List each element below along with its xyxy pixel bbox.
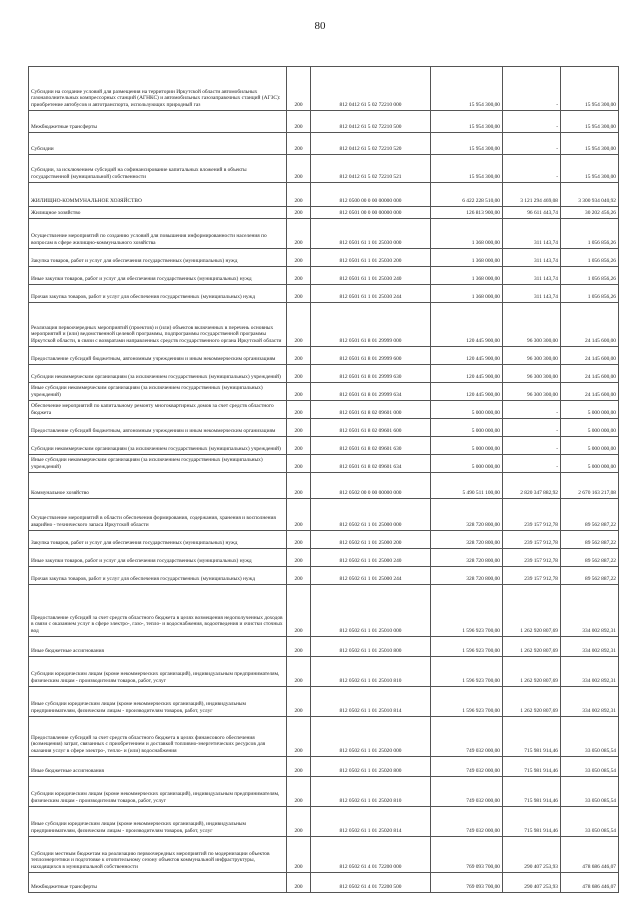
row-classification-code-cell: 812 0502 61 1 01 25010 800 [311,637,431,657]
row-name-cell: Предоставление субсидий за счет средств областного бюджета в целях финансового обеспечения (возмещения) затрат, связанных с приобретением и доставкой топливно-энергетических ресурсов для оказания услуг в сфере электро-, тепло- и (или) водоснабжения [29,717,287,757]
row-executed-amount-cell: 311 143,74 [503,219,561,249]
row-executed-amount-cell: - [503,133,561,155]
row-unexecuted-amount-cell: 15 954 300,00 [561,111,619,133]
row-executed-amount-cell: 1 262 920 807,69 [503,585,561,637]
row-classification-code-cell: 812 0501 61 8 02 09601 630 [311,437,431,455]
row-classification-code-cell: 812 0502 61 1 01 25020 800 [311,757,431,777]
row-classification-code-cell: 812 0501 61 8 01 29999 634 [311,383,431,401]
row-unexecuted-amount-cell: 1 056 856,26 [561,267,619,285]
row-approved-amount-cell: 126 813 900,00 [431,207,503,219]
row-unexecuted-amount-cell: 33 050 085,54 [561,777,619,807]
table-row [29,549,619,567]
page-number: 80 [314,20,326,32]
row-executed-amount-cell: 715 981 914,46 [503,807,561,837]
table-row [29,473,619,499]
row-executed-amount-cell: 311 143,74 [503,249,561,267]
row-name-cell: Иные субсидии некоммерческим организациям (за исключением государственных (муниципальных) учреждений) [29,455,287,473]
row-code-cell: 200 [287,303,311,347]
row-executed-amount-cell: - [503,437,561,455]
row-name-cell: Закупка товаров, работ и услуг для обеспечения государственных (муниципальных) нужд [29,249,287,267]
row-executed-amount-cell: - [503,67,561,111]
row-name-cell: Иные закупки товаров, работ и услуг для обеспечения государственных (муниципальных) нужд [29,267,287,285]
row-classification-code-cell: 812 0501 61 1 01 25030 200 [311,249,431,267]
row-code-cell: 200 [287,531,311,549]
row-executed-amount-cell: 239 157 912,78 [503,567,561,585]
row-name-cell: Субсидии на создание условий для размещения на территории Иркутской области автомобильных газонаполнительных компрессорных станций (АГНКС) и автомобильных газозаправочных станций (АГЗС): приобретение автобусов и автотранспорта, использующих природный газ [29,67,287,111]
row-executed-amount-cell: 239 157 912,78 [503,499,561,531]
table-row [29,219,619,249]
row-unexecuted-amount-cell: 2 670 163 217,08 [561,473,619,499]
row-approved-amount-cell: 120 445 900,00 [431,347,503,365]
table-row [29,303,619,347]
row-executed-amount-cell: 3 121 294 469,08 [503,183,561,207]
row-name-cell: Предоставление субсидий бюджетным, автономным учреждениям и иным некоммерческим организациям [29,347,287,365]
row-classification-code-cell: 812 0502 61 1 01 25000 200 [311,531,431,549]
row-name-cell: Иные бюджетные ассигнования [29,757,287,777]
row-code-cell: 200 [287,657,311,687]
row-classification-code-cell: 812 0412 61 5 02 72210 520 [311,133,431,155]
row-approved-amount-cell: 120 445 900,00 [431,365,503,383]
row-unexecuted-amount-cell: 1 056 856,26 [561,219,619,249]
row-approved-amount-cell: 1 368 000,00 [431,267,503,285]
row-code-cell: 200 [287,567,311,585]
row-unexecuted-amount-cell: 89 562 887,22 [561,531,619,549]
row-code-cell: 200 [287,455,311,473]
row-approved-amount-cell: 749 032 000,00 [431,807,503,837]
row-approved-amount-cell: 1 368 000,00 [431,249,503,267]
table-row [29,437,619,455]
row-executed-amount-cell: - [503,401,561,419]
row-name-cell: Субсидии некоммерческим организациям (за исключением государственных (муниципальных) учреждений) [29,437,287,455]
table-row [29,133,619,155]
table-row [29,499,619,531]
row-classification-code-cell: 812 0501 61 8 02 09601 000 [311,401,431,419]
row-unexecuted-amount-cell: 15 954 300,00 [561,67,619,111]
row-approved-amount-cell: 328 720 800,00 [431,567,503,585]
row-unexecuted-amount-cell: 24 145 600,00 [561,347,619,365]
table-row [29,567,619,585]
row-unexecuted-amount-cell: 1 056 856,26 [561,285,619,303]
row-approved-amount-cell: 749 032 000,00 [431,757,503,777]
row-executed-amount-cell: 96 300 300,00 [503,347,561,365]
budget-table-body [29,67,619,893]
row-code-cell: 200 [287,401,311,419]
row-approved-amount-cell: 328 720 800,00 [431,549,503,567]
row-code-cell: 200 [287,807,311,837]
row-unexecuted-amount-cell: 30 202 456,26 [561,207,619,219]
row-name-cell: Закупка товаров, работ и услуг для обеспечения государственных (муниципальных) нужд [29,531,287,549]
row-approved-amount-cell: 5 000 000,00 [431,455,503,473]
row-unexecuted-amount-cell: 15 954 300,00 [561,133,619,155]
row-approved-amount-cell: 769 093 700,00 [431,873,503,893]
row-classification-code-cell: 812 0501 61 1 01 25030 000 [311,219,431,249]
row-executed-amount-cell: 1 262 920 807,69 [503,657,561,687]
row-name-cell: Осуществление мероприятий по созданию условий для повышения информированности населения по вопросам в сфере жилищно-коммунального хозяйства [29,219,287,249]
row-classification-code-cell: 812 0502 61 1 01 25020 000 [311,717,431,757]
row-classification-code-cell: 812 0502 61 1 01 25020 810 [311,777,431,807]
row-unexecuted-amount-cell: 5 000 000,00 [561,455,619,473]
row-name-cell: Иные субсидии юридическим лицам (кроме некоммерческих организаций), индивидуальным предпринимателям, физическим лицам - производителям товаров, работ, услуг [29,687,287,717]
row-classification-code-cell: 812 0501 00 0 00 00000 000 [311,207,431,219]
row-approved-amount-cell: 328 720 800,00 [431,499,503,531]
table-row [29,837,619,873]
table-row [29,637,619,657]
table-row [29,249,619,267]
row-name-cell: Коммунальное хозяйство [29,473,287,499]
row-name-cell: Предоставление субсидий бюджетным, автономным учреждениям и иным некоммерческим организациям [29,419,287,437]
row-name-cell: Субсидии некоммерческим организациям (за исключением государственных (муниципальных) учреждений) [29,365,287,383]
row-name-cell: Субсидии [29,133,287,155]
row-code-cell: 200 [287,133,311,155]
row-unexecuted-amount-cell: 15 954 300,00 [561,155,619,183]
row-approved-amount-cell: 749 032 000,00 [431,717,503,757]
row-unexecuted-amount-cell: 5 000 000,00 [561,437,619,455]
table-row [29,419,619,437]
row-classification-code-cell: 812 0502 61 1 01 25020 814 [311,807,431,837]
table-row [29,717,619,757]
row-executed-amount-cell: 1 262 920 807,69 [503,637,561,657]
row-classification-code-cell: 812 0501 61 1 01 25030 240 [311,267,431,285]
row-name-cell: Межбюджетные трансферты [29,873,287,893]
row-unexecuted-amount-cell: 89 562 887,22 [561,499,619,531]
row-classification-code-cell: 812 0501 61 8 02 09601 600 [311,419,431,437]
row-executed-amount-cell: 290 407 253,93 [503,873,561,893]
row-executed-amount-cell: - [503,419,561,437]
row-name-cell: Предоставление субсидий за счет средств областного бюджета в целях возмещения недополученных доходов в связи с оказанием услуг в сфере электро-, газо-, тепло- и водоснабжения, водоотведения и очистки сточных вод [29,585,287,637]
row-name-cell: Межбюджетные трансферты [29,111,287,133]
row-code-cell: 200 [287,111,311,133]
row-executed-amount-cell: 239 157 912,78 [503,531,561,549]
row-code-cell: 200 [287,757,311,777]
row-name-cell: Прочая закупка товаров, работ и услуг для обеспечения государственных (муниципальных) нужд [29,285,287,303]
row-name-cell: Иные закупки товаров, работ и услуг для обеспечения государственных (муниципальных) нужд [29,549,287,567]
budget-execution-table [28,66,619,893]
row-name-cell: Осуществление мероприятий в области обеспечения формирования, содержания, хранения и восполнения аварийно - технического запаса Иркутской области [29,499,287,531]
row-unexecuted-amount-cell: 5 000 000,00 [561,419,619,437]
table-row [29,111,619,133]
row-name-cell: Субсидии юридическим лицам (кроме некоммерческих организаций), индивидуальным предпринимателям, физическим лицам - производителям товаров, работ, услуг [29,657,287,687]
row-code-cell: 200 [287,687,311,717]
row-code-cell: 200 [287,837,311,873]
row-executed-amount-cell: 715 981 914,46 [503,777,561,807]
table-row [29,657,619,687]
row-classification-code-cell: 812 0501 61 1 01 25030 244 [311,285,431,303]
row-executed-amount-cell: 96 611 443,74 [503,207,561,219]
row-name-cell: Субсидии юридическим лицам (кроме некоммерческих организаций), индивидуальным предпринимателям, физическим лицам - производителям товаров, работ, услуг [29,777,287,807]
row-code-cell: 200 [287,219,311,249]
row-code-cell: 200 [287,717,311,757]
row-classification-code-cell: 812 0502 61 1 01 25010 000 [311,585,431,637]
table-row [29,365,619,383]
row-unexecuted-amount-cell: 334 002 892,31 [561,637,619,657]
row-approved-amount-cell: 1 368 000,00 [431,219,503,249]
row-approved-amount-cell: 15 954 300,00 [431,111,503,133]
row-approved-amount-cell: 120 445 900,00 [431,383,503,401]
row-code-cell: 200 [287,207,311,219]
row-code-cell: 200 [287,183,311,207]
row-executed-amount-cell: 290 407 253,93 [503,837,561,873]
row-code-cell: 200 [287,499,311,531]
row-unexecuted-amount-cell: 1 056 856,26 [561,249,619,267]
table-row [29,401,619,419]
row-approved-amount-cell: 769 093 700,00 [431,837,503,873]
row-name-cell: Прочая закупка товаров, работ и услуг для обеспечения государственных (муниципальных) нужд [29,567,287,585]
row-executed-amount-cell: 239 157 912,78 [503,549,561,567]
row-approved-amount-cell: 5 490 511 100,00 [431,473,503,499]
row-code-cell: 200 [287,365,311,383]
row-classification-code-cell: 812 0502 61 4 01 72200 500 [311,873,431,893]
row-approved-amount-cell: 749 032 000,00 [431,777,503,807]
row-executed-amount-cell: 96 300 300,00 [503,365,561,383]
row-code-cell: 200 [287,347,311,365]
table-row [29,531,619,549]
table-row [29,585,619,637]
row-executed-amount-cell: 96 300 300,00 [503,303,561,347]
table-row [29,873,619,893]
row-approved-amount-cell: 5 000 000,00 [431,401,503,419]
row-unexecuted-amount-cell: 33 050 085,54 [561,807,619,837]
row-unexecuted-amount-cell: 24 145 600,00 [561,383,619,401]
row-name-cell: Субсидии, за исключением субсидий на софинансирование капитальных вложений в объекты государственной (муниципальной) собственности [29,155,287,183]
row-classification-code-cell: 812 0502 61 1 01 25000 000 [311,499,431,531]
table-row [29,807,619,837]
row-name-cell: Иные субсидии некоммерческим организациям (за исключением государственных (муниципальных) учреждений) [29,383,287,401]
row-classification-code-cell: 812 0502 61 1 01 25010 814 [311,687,431,717]
row-code-cell: 200 [287,383,311,401]
row-unexecuted-amount-cell: 5 000 000,00 [561,401,619,419]
row-code-cell: 200 [287,637,311,657]
table-row [29,383,619,401]
row-classification-code-cell: 812 0412 61 5 02 72210 000 [311,67,431,111]
row-approved-amount-cell: 1 596 923 700,00 [431,657,503,687]
row-approved-amount-cell: 1 596 923 700,00 [431,637,503,657]
row-name-cell: Иные субсидии юридическим лицам (кроме некоммерческих организаций), индивидуальным предпринимателям, физическим лицам - производителям товаров, работ, услуг [29,807,287,837]
row-unexecuted-amount-cell: 24 145 600,00 [561,365,619,383]
row-executed-amount-cell: - [503,455,561,473]
row-name-cell: Иные бюджетные ассигнования [29,637,287,657]
row-unexecuted-amount-cell: 478 686 446,07 [561,873,619,893]
table-row [29,267,619,285]
table-row [29,67,619,111]
row-name-cell: ЖИЛИЩНО-КОММУНАЛЬНОЕ ХОЗЯЙСТВО [29,183,287,207]
row-code-cell: 200 [287,437,311,455]
row-code-cell: 200 [287,67,311,111]
table-row [29,777,619,807]
row-approved-amount-cell: 328 720 800,00 [431,531,503,549]
row-unexecuted-amount-cell: 33 050 085,54 [561,717,619,757]
row-name-cell: Обеспечение мероприятий по капитальному ремонту многоквартирных домов за счет средств областного бюджета [29,401,287,419]
row-code-cell: 200 [287,155,311,183]
row-classification-code-cell: 812 0501 61 8 01 29999 630 [311,365,431,383]
table-row [29,155,619,183]
row-approved-amount-cell: 1 368 000,00 [431,285,503,303]
row-approved-amount-cell: 1 596 923 700,00 [431,585,503,637]
row-name-cell: Субсидии местным бюджетам на реализацию первоочередных мероприятий по модернизации объектов теплоэнергетики и подготовке к отопительному сезону объектов коммунальной инфраструктуры, находящихся в муниципальной собственности [29,837,287,873]
table-row [29,687,619,717]
row-classification-code-cell: 812 0502 61 1 01 25000 240 [311,549,431,567]
row-code-cell: 200 [287,549,311,567]
row-executed-amount-cell: - [503,155,561,183]
row-classification-code-cell: 812 0500 00 0 00 00000 000 [311,183,431,207]
row-classification-code-cell: 812 0412 61 5 02 72210 500 [311,111,431,133]
row-executed-amount-cell: 715 981 914,46 [503,757,561,777]
row-classification-code-cell: 812 0412 61 5 02 72210 521 [311,155,431,183]
row-code-cell: 200 [287,473,311,499]
row-executed-amount-cell: - [503,111,561,133]
row-classification-code-cell: 812 0501 61 8 02 09601 634 [311,455,431,473]
row-approved-amount-cell: 6 422 228 510,00 [431,183,503,207]
row-executed-amount-cell: 2 820 347 882,92 [503,473,561,499]
row-classification-code-cell: 812 0502 61 1 01 25000 244 [311,567,431,585]
row-approved-amount-cell: 15 954 300,00 [431,155,503,183]
row-unexecuted-amount-cell: 89 562 887,22 [561,567,619,585]
row-unexecuted-amount-cell: 478 686 446,07 [561,837,619,873]
row-approved-amount-cell: 5 000 000,00 [431,437,503,455]
row-approved-amount-cell: 5 000 000,00 [431,419,503,437]
row-classification-code-cell: 812 0502 61 4 01 72200 000 [311,837,431,873]
row-classification-code-cell: 812 0502 00 0 00 00000 000 [311,473,431,499]
row-unexecuted-amount-cell: 89 562 887,22 [561,549,619,567]
row-executed-amount-cell: 96 300 300,00 [503,383,561,401]
row-executed-amount-cell: 1 262 920 807,69 [503,687,561,717]
table-row [29,285,619,303]
row-classification-code-cell: 812 0501 61 8 01 29999 600 [311,347,431,365]
table-row [29,207,619,219]
table-row [29,347,619,365]
row-code-cell: 200 [287,249,311,267]
row-approved-amount-cell: 1 596 923 700,00 [431,687,503,717]
row-classification-code-cell: 812 0501 61 8 01 29999 000 [311,303,431,347]
row-code-cell: 200 [287,777,311,807]
row-name-cell: Реализация первоочередных мероприятий (проектов) и (или) объектов включенных в перечень основных мероприятий и (или) ведомственной целевой программы, подпрограммы государственной программы Иркутской области, в связи с возвратами направленных средств государственного органа Иркутской области [29,303,287,347]
row-code-cell: 200 [287,419,311,437]
row-code-cell: 200 [287,285,311,303]
row-approved-amount-cell: 15 954 300,00 [431,67,503,111]
row-name-cell: Жилищное хозяйство [29,207,287,219]
row-classification-code-cell: 812 0502 61 1 01 25010 810 [311,657,431,687]
table-row [29,757,619,777]
table-row [29,455,619,473]
row-executed-amount-cell: 311 143,74 [503,285,561,303]
row-unexecuted-amount-cell: 24 145 600,00 [561,303,619,347]
row-unexecuted-amount-cell: 334 002 892,31 [561,657,619,687]
row-code-cell: 200 [287,873,311,893]
table-row [29,183,619,207]
row-unexecuted-amount-cell: 334 002 892,31 [561,585,619,637]
row-executed-amount-cell: 311 143,74 [503,267,561,285]
row-executed-amount-cell: 715 981 914,46 [503,717,561,757]
row-unexecuted-amount-cell: 33 050 085,54 [561,757,619,777]
row-approved-amount-cell: 15 954 300,00 [431,133,503,155]
row-unexecuted-amount-cell: 3 300 934 040,92 [561,183,619,207]
row-approved-amount-cell: 120 445 900,00 [431,303,503,347]
row-code-cell: 200 [287,267,311,285]
row-code-cell: 200 [287,585,311,637]
row-unexecuted-amount-cell: 334 002 892,31 [561,687,619,717]
